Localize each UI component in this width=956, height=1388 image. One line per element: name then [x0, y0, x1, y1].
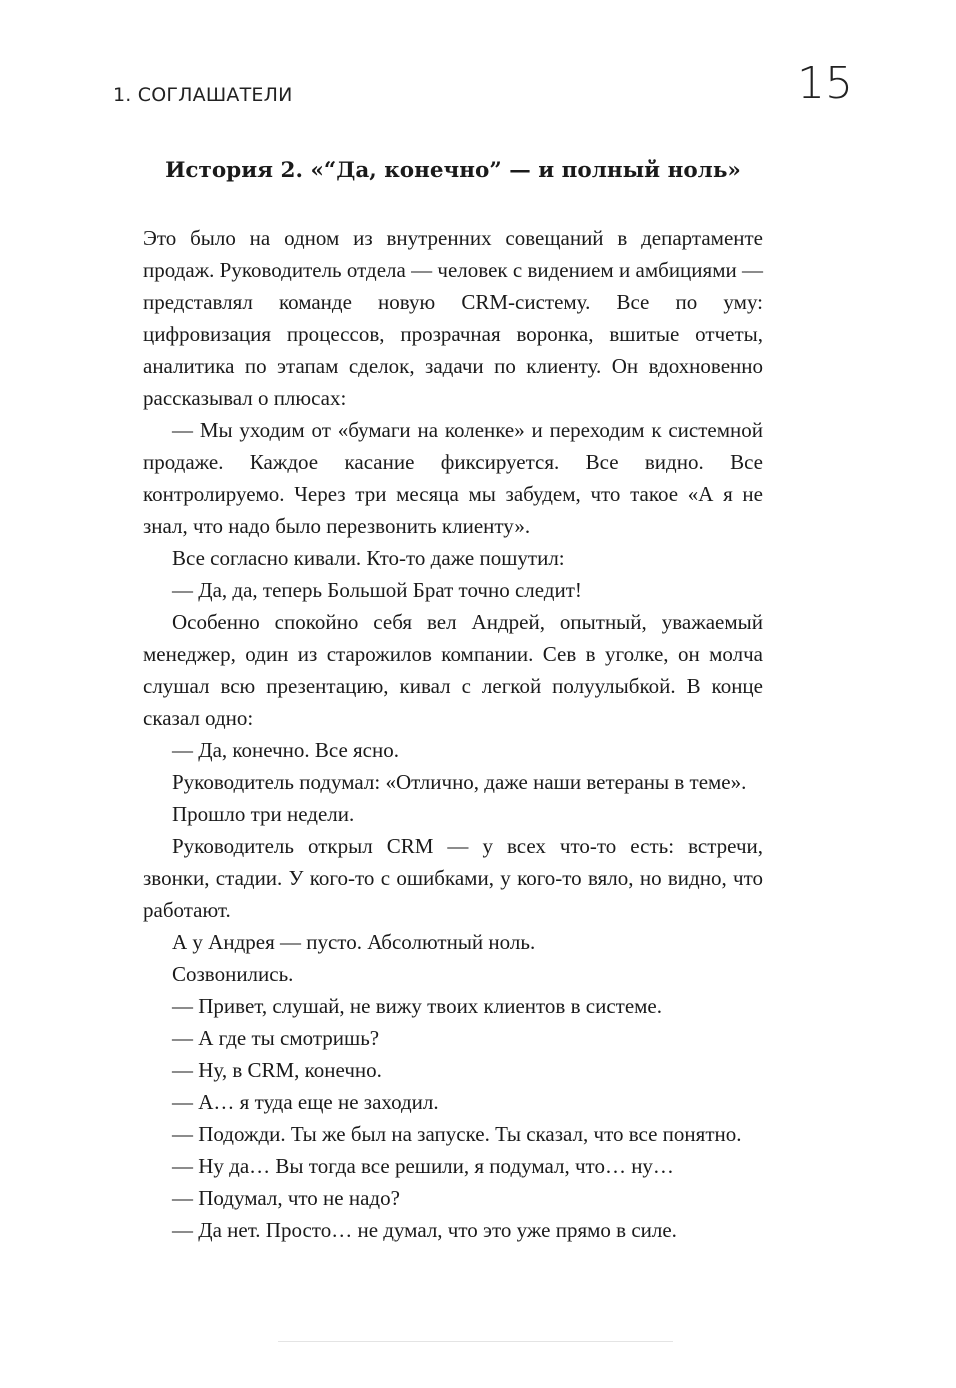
paragraph: Руководитель подумал: «Отлично, даже наши ветераны в теме».: [172, 770, 747, 794]
paragraph: — Ну да… Вы тогда все решили, я подумал, что… ну…: [172, 1154, 674, 1178]
paragraph: — Ну, в CRM, конечно.: [172, 1058, 382, 1082]
paragraph: — Мы уходим от «бумаги на коленке» и переходим к системной продаже. Каждое касание фиксируется. Все видно. Все контролируемо. Через три месяца мы забудем, что такое «А я не знал, что надо было перезвонить клиенту».: [143, 418, 763, 538]
page-number: 15: [797, 58, 853, 109]
paragraph: Особенно спокойно себя вел Андрей, опытный, уважаемый менеджер, один из старожилов компании. Сев в уголке, он молча слушал всю презентацию, кивал с легкой полуулыбкой. В конце сказал одно:: [143, 610, 763, 730]
paragraph: А у Андрея — пусто. Абсолютный ноль.: [172, 930, 536, 954]
paragraph: — Да, конечно. Все ясно.: [172, 738, 399, 762]
paragraph: Все согласно кивали. Кто-то даже пошутил:: [172, 546, 565, 570]
story-body: [143, 222, 763, 1246]
story-title: История 2. «“Да, конечно” — и полный ноль»: [165, 158, 741, 183]
running-head: 1. СОГЛАШАТЕЛИ: [113, 84, 293, 106]
paragraph: Руководитель открыл CRM — у всех что-то есть: встречи, звонки, стадии. У кого-то с ошибками, у кого-то вяло, но видно, что работают.: [143, 834, 763, 922]
paragraph: Это было на одном из внутренних совещаний в департаменте продаж. Руководитель отдела — человек с видением и амбициями — представлял команде новую CRM-систему. Все по уму: цифровизация процессов, прозрачная воронка, вшитые отчеты, аналитика по этапам сделок, задачи по клиенту. Он вдохновенно рассказывал о плюсах:: [143, 226, 763, 410]
paragraph: — Подожди. Ты же был на запуске. Ты сказал, что все понятно.: [172, 1122, 742, 1146]
paragraph: — А где ты смотришь?: [172, 1026, 380, 1050]
paragraph: Созвонились.: [172, 962, 294, 986]
paragraph: — Да нет. Просто… не думал, что это уже прямо в силе.: [172, 1218, 677, 1242]
paragraph: — Привет, слушай, не вижу твоих клиентов в системе.: [172, 994, 663, 1018]
paragraph: Прошло три недели.: [172, 802, 355, 826]
paragraph: — А… я туда еще не заходил.: [172, 1090, 439, 1114]
footer-divider: [278, 1341, 673, 1342]
paragraph: — Да, да, теперь Большой Брат точно следит!: [172, 578, 582, 602]
paragraph: — Подумал, что не надо?: [172, 1186, 400, 1210]
